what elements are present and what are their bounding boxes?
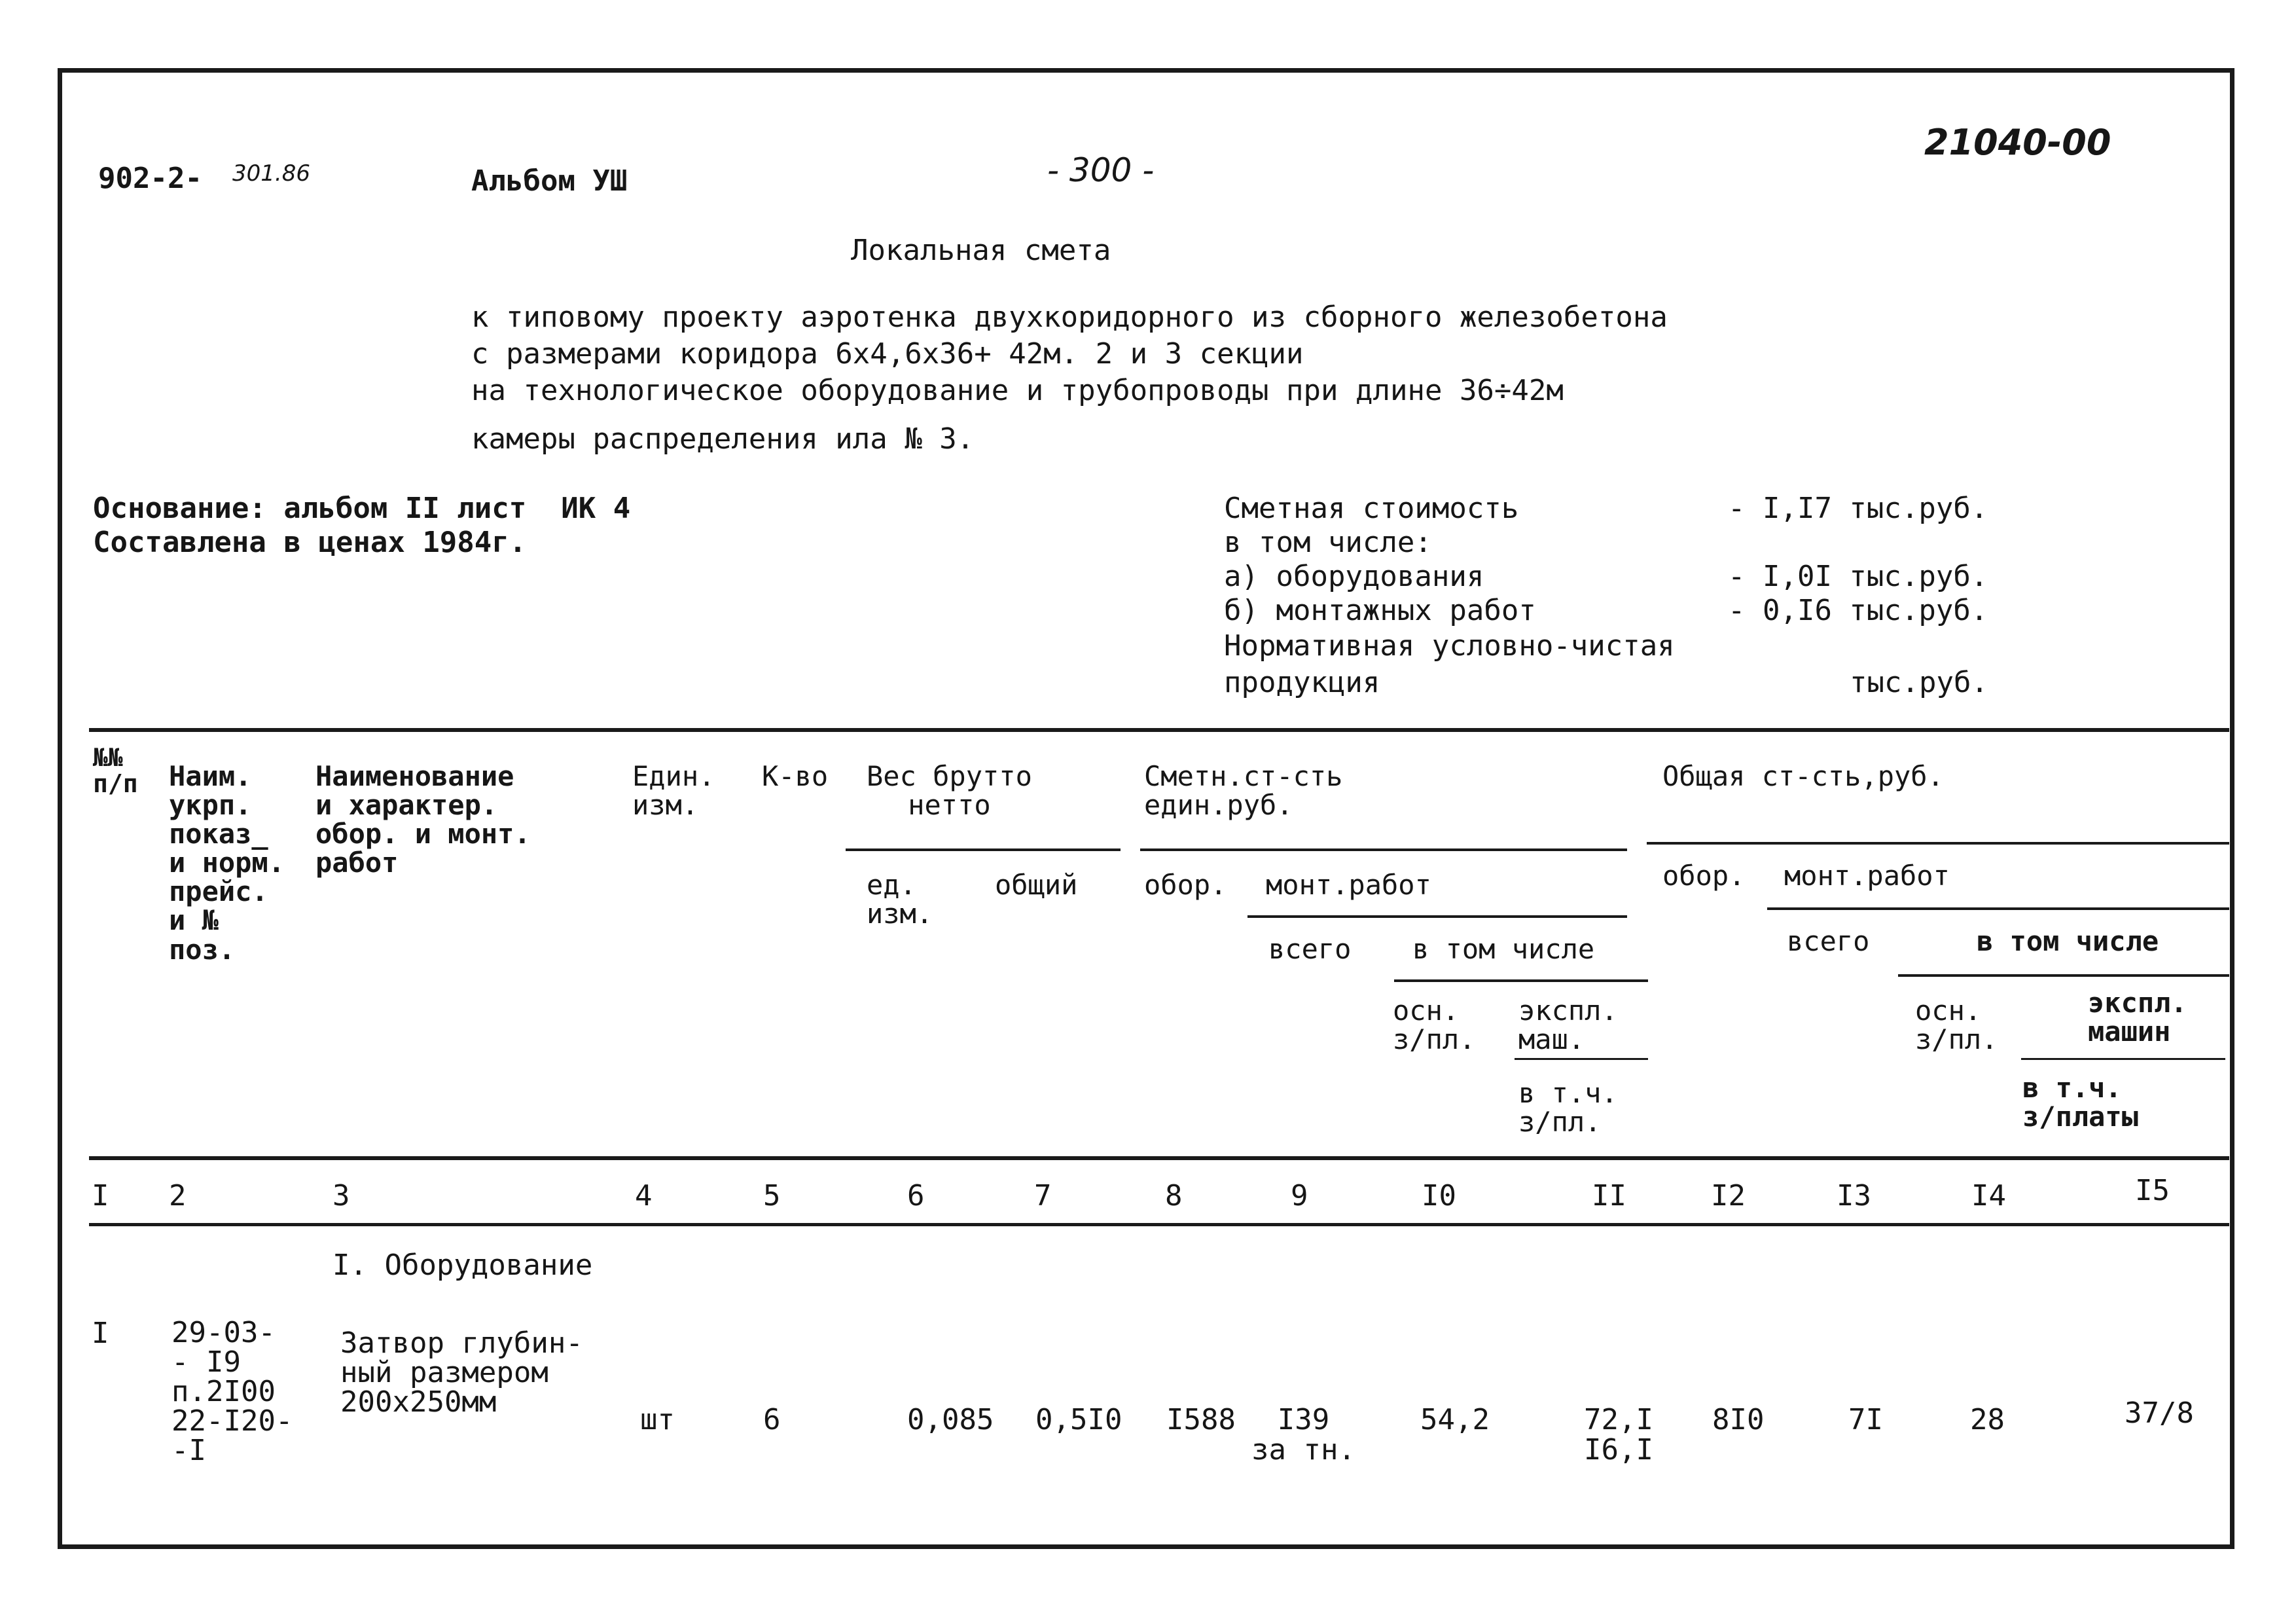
equipment-cost-value: - I,0I тыс.руб. [1728,560,1988,593]
basis-line-2: Составлена в ценах 1984г. [93,526,527,559]
col-header-unit-base-wage: осн. з/пл. [1393,994,1476,1056]
row-equip-cost: I588 [1166,1403,1236,1436]
row-machine: 72,I I6,I [1584,1403,1653,1467]
col-header-unit-incl: в том числе [1412,933,1595,965]
col-header-total-base-wage: осн. з/пл. [1915,994,1998,1056]
total-incl-rule [1898,974,2229,977]
col-header-weight-unit: ед. изм. [867,869,933,930]
row-unit: шт [640,1403,675,1436]
row-weight-unit: 0,085 [907,1403,994,1436]
row-qty: 6 [763,1403,781,1436]
col-header-unit-equip: обор. [1144,869,1227,901]
row-name: Затвор глубин- ный размером 200х250мм [340,1326,583,1419]
title-line-4: камеры распределения ила № 3. [471,422,975,456]
unit-incl-rule [1394,979,1648,982]
row-base-wage: 54,2 [1420,1403,1490,1436]
col-header-unit-total: всего [1268,933,1352,965]
doc-code-suffix: 301.86 [232,160,310,187]
col-header-total-incl: в том числе [1977,925,2159,957]
column-number: 2 [169,1179,187,1213]
column-number: 4 [635,1179,653,1213]
col-header-qty: К-во [762,760,829,792]
col-header-total-install: монт.работ [1784,860,1950,892]
column-number: 3 [332,1179,350,1213]
col-header-unit-machine-wage: в т.ч. з/пл. [1518,1077,1618,1139]
col-header-total-machine-wage: в т.ч. з/платы [2022,1072,2139,1133]
title-line-2: с размерами коридора 6х4,6х36+ 42м. 2 и 3 секции [471,337,1304,371]
column-numbers-rule [89,1223,2229,1226]
title-line-3: на технологическое оборудование и трубопроводы при длине 36÷42м [471,374,1564,407]
col-header-unit-machine: экспл. маш. [1518,994,1618,1056]
col-header-number: №№ п/п [93,743,138,798]
column-number: 8 [1165,1179,1183,1213]
column-number: I2 [1711,1179,1746,1213]
row-code: 29-03- - I9 п.2I00 22-I20- -I [171,1316,293,1467]
column-number: 9 [1291,1179,1308,1213]
header-bottom-rule [89,1156,2229,1160]
section-title: I. Оборудование [332,1249,593,1282]
unit-machine-underline [1515,1058,1648,1060]
col-header-weight-total: общий [995,869,1078,901]
total-cost-rule [1647,842,2229,845]
column-number: I [92,1179,109,1213]
row-total-machine: 37/8 [2125,1396,2194,1430]
row-install-total: I39 за тн. [1251,1403,1355,1467]
normative-value: тыс.руб. [1850,666,1988,699]
estimated-cost-value: - I,I7 тыс.руб. [1728,492,1988,525]
installation-cost-value: - 0,I6 тыс.руб. [1728,594,1988,627]
row-weight-total: 0,5I0 [1035,1403,1122,1436]
title-line-1: к типовому проекту аэротенка двухкоридорного из сборного железобетона [471,301,1668,334]
col-header-unit: Един. изм. [632,760,715,822]
column-number: I4 [1971,1179,2006,1213]
row-total-equip: 8I0 [1712,1403,1765,1436]
column-number: I3 [1837,1179,1871,1213]
unit-cost-rule [1140,848,1627,851]
equipment-cost-label: а) оборудования [1224,560,1484,593]
installation-cost-label: б) монтажных работ [1224,594,1536,627]
col-header-code: Наим. укрп. показ_ и норм. прейс. и № поз. [169,760,285,966]
col-header-total-machine: экспл. машин [2088,987,2187,1048]
row-total-base-wage: 28 [1970,1403,2005,1436]
column-number: 5 [763,1179,781,1213]
col-header-unit-cost: Сметн.ст-сть един.руб. [1144,760,1343,822]
basis-line-1: Основание: альбом II лист ИК 4 [93,492,631,525]
col-header-name: Наименование и характер. обор. и монт. работ [315,760,531,879]
table-top-rule [89,728,2229,732]
total-install-rule [1767,907,2229,910]
stamp-number: 21040-00 [1924,122,2111,163]
col-header-unit-install: монт.работ [1266,869,1431,901]
column-number: I0 [1422,1179,1456,1213]
col-header-weight: Вес брутто нетто [867,760,1032,822]
unit-install-rule [1247,915,1627,918]
total-machine-underline [2021,1058,2225,1060]
album-label: Альбом УШ [471,164,628,198]
col-header-total-cost: Общая ст-сть,руб. [1662,760,1944,792]
document-heading: Локальная смета [851,234,1111,267]
column-number: 6 [907,1179,925,1213]
row-number: I [92,1317,109,1350]
column-number: I5 [2135,1174,2170,1207]
col-header-total-equip: обор. [1662,860,1746,892]
column-number: II [1592,1179,1626,1213]
estimated-cost-label: Сметная стоимость [1224,492,1519,525]
normative-label-2: продукция [1224,666,1380,699]
weight-rule [846,848,1121,851]
row-total-install: 7I [1848,1403,1883,1436]
column-number: 7 [1034,1179,1052,1213]
including-label: в том числе: [1224,526,1432,559]
page-number: - 300 - [1047,151,1155,189]
doc-code: 902-2- [98,162,202,195]
col-header-total-total: всего [1787,925,1870,957]
normative-label-1: Нормативная условно-чистая [1224,629,1675,663]
